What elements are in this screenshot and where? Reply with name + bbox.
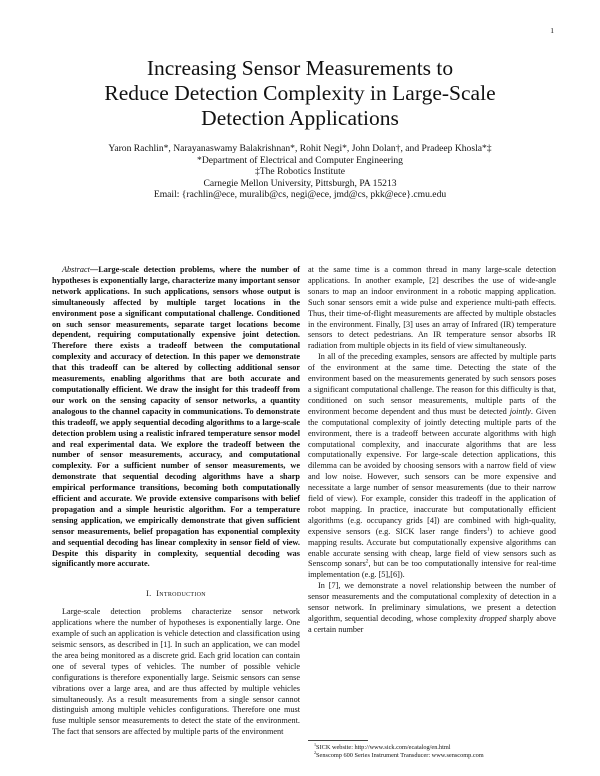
p2-text-b: . Given the computational complexity of jointly detecting multiple parts of the environment, there is a tradeoff between accurate algorithms with high computational complexity, and inaccurate algorithms that are less computationally expensive. For large-scale detection applications, this dilemma can be avoided by choosing sensors with a narrow field of view and low noise. However, such sensors can be more expensive and necessitate a large number of sensor measurements (due to their narrow field of view). For example, consider this tradeoff in the application of robot mapping. In practice, inaccurate but computationally efficient algorithms (e.g. occupancy grids [4]) are combined with high-quality, expensive sensors (e.g. SICK laser range finders [308,406,556,536]
affiliation-ri: ‡The Robotics Institute [254,166,346,178]
p3-emphasis-dropped: dropped [479,614,507,623]
abstract-text: —Large-scale detection problems, where the number of hypotheses is exponentially large, characterize many important sensor network applications. In such applications, sensors whose output is simultaneously affected by multiple target locations in the environment pose a significant computational challenge. Conditioned on such sensor measurements, separate target locations become dependent, requiring computationally expensive joint detection. Therefore there exists a tradeoff between the computational complexity and accuracy of detection. In this paper we demonstrate that this tradeoff can be altered by collecting additional sensor measurements, enabling algorithms that are both accurate and computationally efficient. We draw the insight for this tradeoff from our work on the sensing capacity of sensor networks, a quantity analogous to the channel capacity in communications. To demonstrate this tradeoff, we apply sequential decoding algorithms to a large-scale detection problem using a realistic infrared temperature sensor model and real experimental data. We explore the tradeoff between the number of sensor measurements, accuracy, and computational complexity. For a sufficient number of sensor measurements, we demonstrate that sequential decoding algorithms have a sharp empirical performance transitions, becoming both computationally efficient and accurate. We provide extensive comparisons with belief propagation and a simple heuristic algorithm. For a temperature sensing application, we empirically demonstrate that given sufficient sensor measurements, belief propagation has exponential complexity and sequential decoding has linear complexity in sensor field of view. Despite this disparity in complexity, sequential decoding was significantly more accurate. [52,265,300,569]
p2-text-a: In all of the preceding examples, sensors are affected by multiple parts of the environment at the same time. Detecting the state of the environment based on the measurements generated by such sensors poses a significant computational challenge. The reason for this difficulty is that, conditioned on such sensor measurements, multiple parts of the environment become dependent and thus must be detected [308,352,556,416]
page-number: 1 [550,26,554,35]
author-emails: Email: {rachlin@ece, muralib@cs, negi@ece, jmd@cs, pkk@ece}.cmu.edu [153,189,447,201]
footnote-2-text: Senscomp 600 Series Instrument Transducer: www.senscomp.com [316,752,484,760]
footnote-2-mark: 2 [314,750,317,756]
footnote-ref-2: 2 [365,558,369,565]
title-line-1: Increasing Sensor Measurements to [146,56,454,80]
author-block [40,143,560,201]
footnote-1-mark: 1 [314,741,317,747]
footnote-rule [308,740,368,741]
right-paragraph-1: at the same time is a common thread in many large-scale detection applications. In another example, [2] describes the use of wide-angle sonars to map an indoor environment in a robotic mapping application. Such sonar sensors emit a wide pulse and experience multi-path effects. Thus, their time-of-flight measurements are affected by multiple obstacles in the environment. Finally, [3] uses an array of Infrared (IR) temperature sensors to detect pedestrians. An IR temperature sensor absorbs IR radiation from multiple objects in its field of view simultaneously. [308,265,556,351]
section-number: I. [146,589,152,599]
p2-text-c: ) to achieve good mapping results. Accurate but computationally expensive algorithms can enable accurate sensing with cheap, large field of view sensors such as Senscomp sonars [308,526,556,569]
footnote-ref-1: 1 [486,526,490,532]
section-title: Introduction [156,589,206,599]
footnote-1-text: SICK website: http://www.sick.com/ecatalog/en.html [316,744,451,751]
abstract-label: Abstract [62,265,90,274]
abstract [52,265,300,570]
right-paragraph-2 [308,352,556,581]
intro-paragraph-1: Large-scale detection problems characterize sensor network applications where the number of hypotheses is exponentially large. One example of such an application is vehicle detection and classification using seismic sensors, as described in [1]. In such an application, we can model the area being monitored as a discrete grid. Each grid location can contain one of several types of vehicles. The number of possible vehicle configurations is therefore exponentially large. Seismic sensors can sense vibrations over a large area, and are thus affected by multiple vehicles simultaneously. As a result measurements from a single sensor cannot distinguish among multiple vehicles configurations. Therefore one must fuse multiple sensor measurements to detect the state of the environment. The fact that sensors are affected by multiple parts of the environment [52,607,300,737]
left-column [52,265,300,738]
p3-text-a: In [7], we demonstrate a novel relationship between the number of sensor measurements and the computational complexity of detection in a sensor network. In preliminary simulations, we present a detection algorithm, sequential decoding, whose complexity [308,581,556,623]
p2-emphasis-jointly: jointly [509,406,531,416]
section-heading-introduction [52,589,300,600]
right-paragraph-3 [308,581,556,636]
footnote-2 [308,752,556,760]
university: Carnegie Mellon University, Pittsburgh, PA 15213 [203,177,397,189]
right-column [308,265,556,636]
title-line-2: Reduce Detection Complexity in Large-Scale [104,81,496,105]
footnotes [308,740,556,761]
paper-title [40,56,560,131]
p2-text-d: , but can be too computationally intensive for real-time implementation (e.g. [5],[6]). [308,559,556,580]
author-names: Yaron Rachlin*, Narayanaswamy Balakrishnan*, Rohit Negi*, John Dolan†, and Pradeep Khosla*‡ [108,143,492,154]
title-line-3: Detection Applications [201,106,399,130]
affiliation-ece: *Department of Electrical and Computer Engineering [197,154,403,166]
p3-text-b: sharply above a certain number [308,614,556,634]
